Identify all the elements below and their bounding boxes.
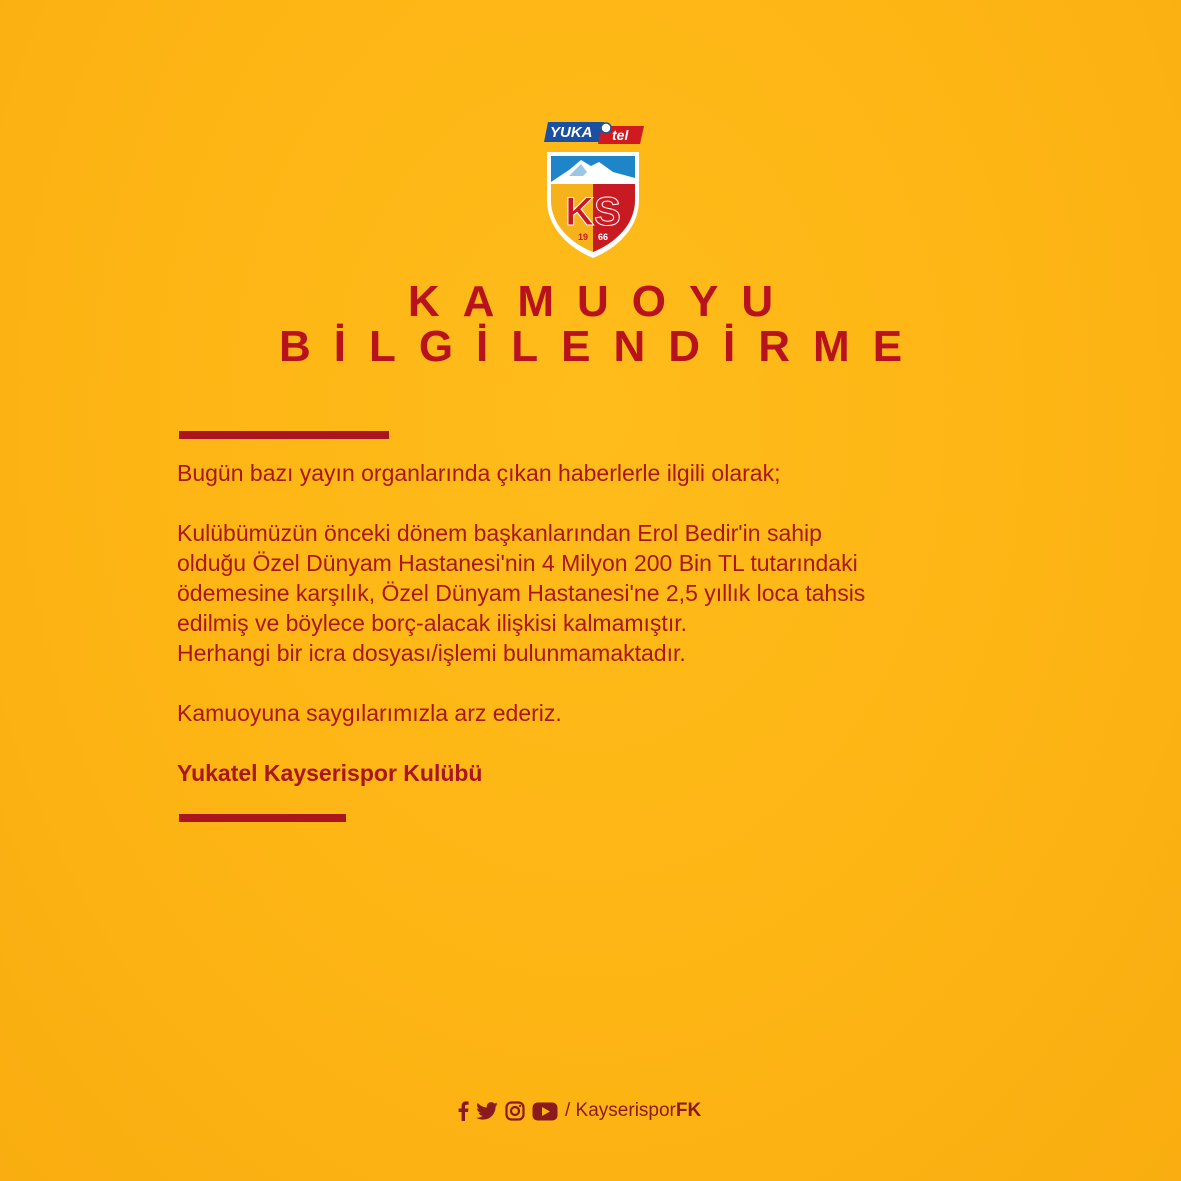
page-title-line-1: KAMUOYU [407,277,797,326]
paragraph-line-4: edilmiş ve böylece borç-alacak ilişkisi kalmamıştır. [177,610,687,636]
bottom-divider [179,814,346,822]
club-logo [540,118,646,258]
social-bar [458,1099,701,1123]
signature: Yukatel Kayserispor Kulübü [177,760,483,786]
paragraph-line-5: Herhangi bir icra dosyası/işlemi bulunmamaktadır. [177,640,686,666]
top-divider [179,431,389,439]
crest-letters: KS [565,190,621,234]
page-title-line-2: BİLGİLENDİRME [278,322,926,371]
instagram-icon[interactable] [505,1101,525,1121]
closing-line: Kamuoyuna saygılarımızla arz ederiz. [177,700,562,726]
youtube-icon[interactable] [532,1102,558,1121]
sponsor-logo [540,118,646,146]
crest-icon [543,148,643,260]
facebook-icon[interactable] [458,1101,469,1121]
social-handle[interactable]: / KayserisporFK [565,1100,702,1121]
paragraph-line-2: olduğu Özel Dünyam Hastanesi'nin 4 Milyon 200 Bin TL tutarındaki [177,550,858,576]
crest-year-left: 19 [577,232,589,242]
twitter-icon[interactable] [476,1102,498,1120]
sponsor-text-2: tel [612,127,629,143]
intro-line: Bugün bazı yayın organlarında çıkan haberlerle ilgili olarak; [177,460,781,486]
paragraph-line-1: Kulübümüzün önceki dönem başkanlarından Erol Bedir'in sahip [177,520,822,546]
sponsor-text: YUKA [550,124,593,141]
crest-year-right: 66 [597,232,609,242]
statement-body [177,458,1057,788]
paragraph-line-3: ödemesine karşılık, Özel Dünyam Hastanesi'ne 2,5 yıllık loca tahsis [177,580,866,606]
